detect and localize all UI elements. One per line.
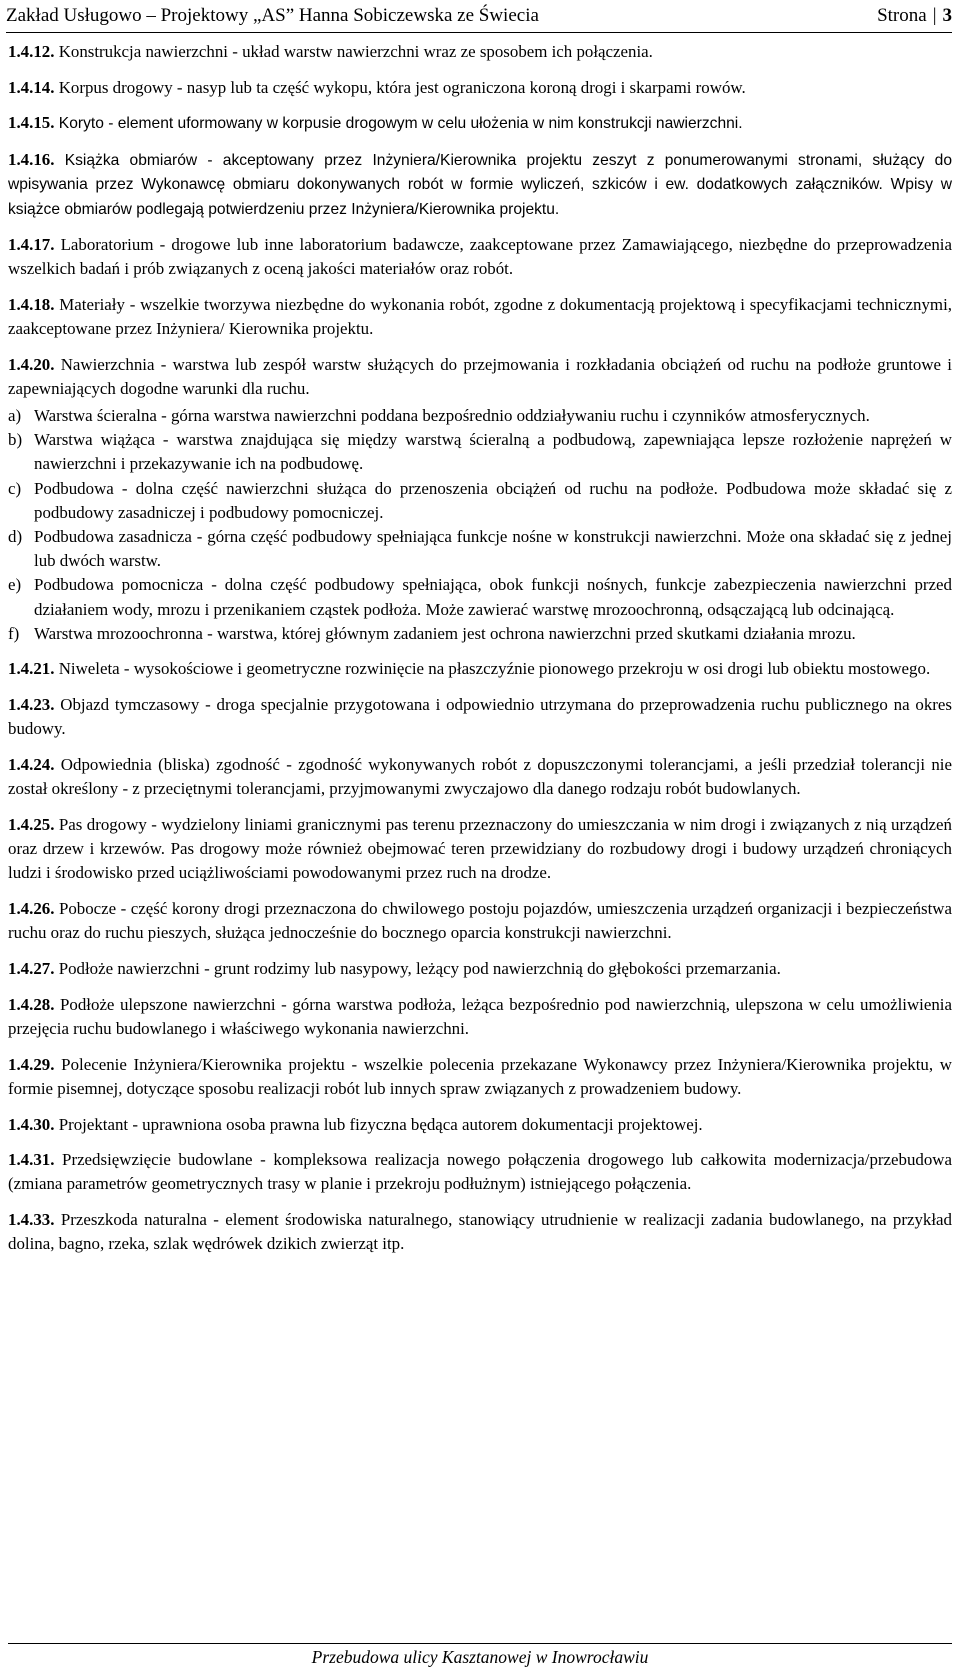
definition-text: Korpus drogowy - nasyp lub ta część wykopu, która jest ograniczona koroną drogi i skarpami rowów. (58, 77, 746, 97)
definition-text: Projektant - uprawniona osoba prawna lub fizyczna będąca autorem dokumentacji projektowej. (58, 1114, 703, 1134)
definition-text: Nawierzchnia - warstwa lub zespół warstw służących do przejmowania i rozkładania obciążeń od ruchu na podłoże gruntowe i zapewniających dogodne warunki dla ruchu. (8, 355, 952, 399)
list-item (8, 573, 952, 621)
list-item (8, 525, 952, 573)
definition-1-4-24 (8, 753, 952, 801)
page-header (6, 0, 952, 33)
list-item (8, 477, 952, 525)
list-item-text: Podbudowa pomocnicza - dolna część podbudowy spełniająca, obok funkcji nośnych, funkcje zabezpieczenia nawierzchni przed działaniem wody, mrozu i przenikaniem cząstek podłoża. Może zawierać warstwę mrozoochronną, odsączającą lub odcinającą. (34, 575, 952, 619)
definition-1-4-12 (8, 40, 952, 64)
definition-number: 1.4.16. (8, 150, 55, 170)
page-separator: | (932, 5, 937, 26)
definition-text: Polecenie Inżyniera/Kierownika projektu - wszelkie polecenia przekazane Wykonawcy przez Inżyniera/Kierownika projektu, w formie pisemnej, dotyczące sposobu realizacji robót lub innych spraw związanych z prowadzeniem budowy. (8, 1054, 952, 1098)
definition-1-4-28 (8, 993, 952, 1041)
definition-text: Podłoże ulepszone nawierzchni - górna warstwa podłoża, leżąca bezpośrednio pod nawierzchnią, ulepszona w celu umożliwienia przejęcia ruchu budowlanego i właściwego wykonania nawierzchni. (8, 994, 952, 1038)
definition-1-4-26 (8, 897, 952, 945)
definition-number: 1.4.31. (8, 1150, 55, 1170)
definition-text: Konstrukcja nawierzchni - układ warstw nawierzchni wraz ze sposobem ich połączenia. (58, 42, 653, 61)
definition-text: Przeszkoda naturalna - element środowiska naturalnego, stanowiący utrudnienie w realizacji zadania budowlanego, na przykład dolina, bagno, rzeka, szlak wędrówek dzikich zwierząt itp. (8, 1210, 952, 1254)
list-item-text: Warstwa wiążąca - warstwa znajdująca się między warstwą ścieralną a podbudową, zapewniająca lepsze rozłożenie naprężeń w nawierzchni i przekazywanie ich na podbudowę. (34, 430, 952, 474)
definition-1-4-17 (8, 233, 952, 281)
definition-number: 1.4.27. (8, 959, 55, 978)
list-item (8, 404, 952, 428)
definition-1-4-20 (8, 353, 952, 401)
definition-1-4-15 (8, 111, 952, 136)
definition-number: 1.4.20. (8, 355, 55, 375)
definition-1-4-18 (8, 293, 952, 341)
page-word: Strona (877, 5, 927, 26)
list-item-text: Podbudowa - dolna część nawierzchni służąca do przenoszenia obciążeń od ruchu na podłoże. Podbudowa może składać się z podbudowy zasadniczej i podbudowy pomocniczej. (34, 478, 952, 522)
list-item-text: Warstwa mrozoochronna - warstwa, której głównym zadaniem jest ochrona nawierzchni przed skutkami działania mrozu. (34, 623, 856, 643)
definition-1-4-30 (8, 1113, 952, 1137)
definition-number: 1.4.23. (8, 695, 55, 715)
definition-1-4-29 (8, 1053, 952, 1101)
definition-1-4-16 (8, 148, 952, 222)
header-title: Zakład Usługowo – Projektowy „AS” Hanna Sobiczewska ze Świecia (6, 5, 539, 26)
definition-text: Pobocze - część korony drogi przeznaczona do chwilowego postoju pojazdów, umieszczenia urządzeń organizacji i bezpieczeństwa ruchu oraz do ruchu pieszych, służąca jednocześnie do bocznego oparcia konstrukcji nawierzchni. (8, 899, 952, 943)
definition-number: 1.4.30. (8, 1114, 55, 1134)
definition-number: 1.4.28. (8, 994, 55, 1014)
definition-text: Podłoże nawierzchni - grunt rodzimy lub nasypowy, leżący pod nawierzchnią do głębokości przemarzania. (58, 959, 781, 978)
list-marker: f) (8, 623, 20, 643)
list-item-text: Warstwa ścieralna - górna warstwa nawierzchni poddana bezpośrednio oddziaływaniu ruchu i czynników atmosferycznych. (34, 405, 870, 425)
list-marker: d) (8, 526, 23, 546)
document-body (8, 40, 952, 1268)
definition-number: 1.4.21. (8, 659, 55, 679)
definition-number: 1.4.14. (8, 77, 55, 97)
definition-1-4-25 (8, 813, 952, 886)
page-number: 3 (942, 5, 952, 26)
definition-number: 1.4.17. (8, 235, 55, 255)
definition-text: Objazd tymczasowy - droga specjalnie przygotowana i odpowiednio utrzymana do przeprowadzenia ruchu publicznego na okres budowy. (8, 695, 952, 739)
definition-text: Niweleta - wysokościowe i geometryczne rozwinięcie na płaszczyźnie pionowego przekroju w osi drogi lub obiektu mostowego. (58, 659, 931, 679)
definition-1-4-21 (8, 657, 952, 681)
definition-text: Odpowiednia (bliska) zgodność - zgodność wykonywanych robót z dopuszczonymi tolerancjami, a jeśli przedział tolerancji nie został określony - z przeciętnymi tolerancjami, przyjmowanymi zwyczajowo dla danego rodzaju robót budowlanych. (8, 755, 952, 799)
definition-number: 1.4.24. (8, 755, 55, 775)
definition-text: Materiały - wszelkie tworzywa niezbędne do wykonania robót, zgodne z dokumentacją projektową i specyfikacjami technicznymi, zaakceptowane przez Inżyniera/ Kierownika projektu. (8, 295, 952, 339)
definition-number: 1.4.25. (8, 814, 55, 834)
footer-text: Przebudowa ulicy Kasztanowej w Inowrocławiu (311, 1647, 649, 1667)
list-marker: a) (8, 405, 22, 425)
definition-text: Książka obmiarów - akceptowany przez Inżyniera/Kierownika projektu zeszyt z ponumerowanymi stronami, służący do wpisywania przez Wykonawcę obmiaru dokonywanych robót w formie wyliczeń, szkiców i ew. dodatkowych załączników. Wpisy w książce obmiarów podlegają potwierdzeniu przez Inżyniera/Kierownika projektu. (8, 152, 952, 218)
definition-number: 1.4.26. (8, 899, 55, 919)
definition-1-4-14 (8, 76, 952, 100)
definition-text: Laboratorium - drogowe lub inne laboratorium badawcze, zaakceptowane przez Zamawiającego, niezbędne do przeprowadzenia wszelkich badań i prób związanych z oceną jakości materiałów oraz robót. (8, 235, 952, 279)
page-footer (8, 1643, 952, 1670)
list-item (8, 622, 952, 646)
definition-text: Koryto - element uformowany w korpusie drogowym w celu ułożenia w nim konstrukcji nawierzchni. (58, 115, 743, 133)
definition-1-4-23 (8, 693, 952, 741)
definition-number: 1.4.33. (8, 1210, 55, 1230)
definition-number: 1.4.15. (8, 113, 55, 133)
definition-1-4-27 (8, 957, 952, 981)
definition-number: 1.4.29. (8, 1054, 55, 1074)
list-marker: e) (8, 575, 22, 595)
definition-text: Przedsięwzięcie budowlane - kompleksowa realizacja nowego połączenia drogowego lub całkowita modernizacja/przebudowa (zmiana parametrów geometrycznych trasy w planie i przekroju podłużnym) istniejącego połączenia. (8, 1150, 953, 1194)
list-marker: b) (8, 430, 23, 450)
definition-1-4-33 (8, 1208, 952, 1256)
definition-number: 1.4.12. (8, 42, 55, 61)
list-item (8, 428, 952, 476)
definition-1-4-31 (8, 1148, 952, 1196)
list-item-text: Podbudowa zasadnicza - górna część podbudowy spełniająca funkcje nośne w konstrukcji nawierzchni. Może ona składać się z jednej lub dwóch warstw. (34, 526, 952, 571)
definition-number: 1.4.18. (8, 295, 55, 315)
list-marker: c) (8, 478, 22, 498)
definition-text: Pas drogowy - wydzielony liniami granicznymi pas terenu przeznaczony do umieszczania w nim drogi i związanych z nią urządzeń oraz drzew i krzewów. Pas drogowy może również obejmować teren przewidziany do rozbudowy drogi i budowy urządzeń chroniących ludzi i środowisko przed uciążliwościami powodowanymi przez ruch na drodze. (8, 814, 952, 883)
layer-list (8, 404, 952, 646)
page-indicator (877, 0, 952, 32)
